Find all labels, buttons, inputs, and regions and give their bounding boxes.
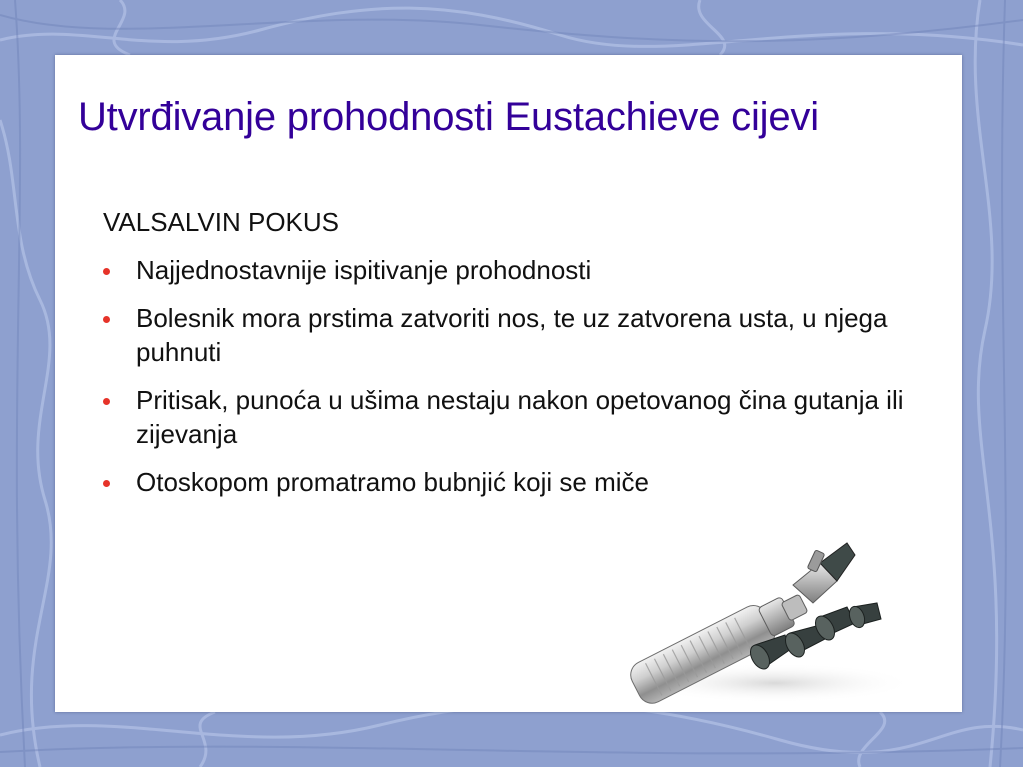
- otoscope-icon: [615, 533, 925, 711]
- section-heading: VALSALVIN POKUS: [103, 207, 340, 237]
- bullet-text: Pritisak, punoća u ušima nestaju nakon opetovanog čina gutanja ili zijevanja: [136, 385, 904, 449]
- bullet-text: Otoskopom promatramo bubnjić koji se miče: [136, 467, 649, 497]
- slide-panel: [55, 55, 962, 712]
- slide-title: Utvrđivanje prohodnosti Eustachieve cijevi: [78, 95, 819, 139]
- bullet-item: [103, 253, 933, 287]
- bullet-item: [103, 383, 933, 451]
- bullet-dot-icon: [103, 480, 110, 487]
- bullet-list: [103, 253, 933, 499]
- bullet-item: [103, 301, 933, 369]
- bullet-dot-icon: [103, 268, 110, 275]
- slide-content: [103, 205, 933, 513]
- bullet-item: [103, 465, 933, 499]
- bullet-text: Najjednostavnije ispitivanje prohodnosti: [136, 255, 592, 285]
- bullet-dot-icon: [103, 316, 110, 323]
- bullet-text: Bolesnik mora prstima zatvoriti nos, te uz zatvorena usta, u njega puhnuti: [136, 303, 888, 367]
- bullet-dot-icon: [103, 398, 110, 405]
